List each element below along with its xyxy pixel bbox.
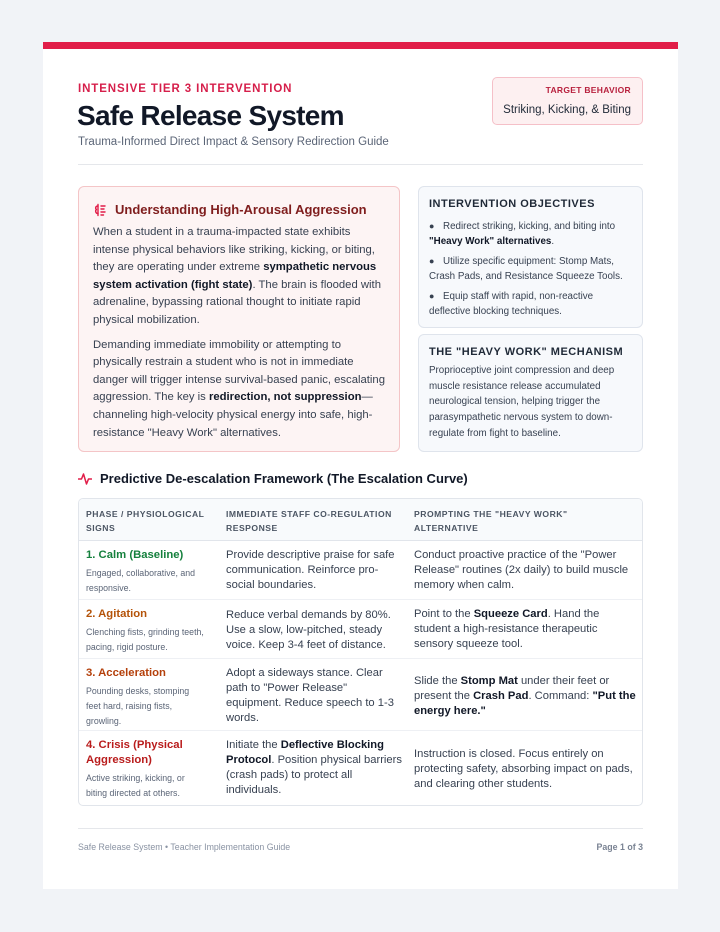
text-run: Instruction is closed. Focus entirely on protecting safety, absorbing impact on pads, and clearing other students. — [414, 748, 633, 790]
target-behavior-label: TARGET BEHAVIOR — [545, 85, 631, 95]
objective-item — [429, 289, 632, 319]
text-run: Utilize specific equipment: Stomp Mats, Crash Pads, and Resistance Squeeze Tools. — [429, 256, 623, 282]
text-run: . Command: — [528, 690, 593, 702]
prompt-cell — [414, 674, 636, 719]
text-run: . Hand the student a high-resistance therapeutic sensory squeeze tool. — [414, 608, 600, 650]
accent-top-bar — [43, 42, 678, 49]
page-subtitle: Trauma-Informed Direct Impact & Sensory Redirection Guide — [78, 136, 389, 148]
bold-run: "Heavy Work" alternatives — [429, 236, 552, 247]
text-run: Slide the — [414, 675, 461, 687]
target-behavior-badge — [492, 77, 643, 125]
table-row — [79, 541, 642, 600]
text-run: Point to the — [414, 608, 474, 620]
phase-cell — [86, 738, 206, 801]
eyebrow-label: INTENSIVE TIER 3 INTERVENTION — [78, 83, 293, 95]
text-run: . — [551, 236, 555, 247]
table-row — [79, 659, 642, 731]
objective-item — [429, 254, 632, 284]
bold-run: Deflective Blocking Protocol — [226, 739, 384, 766]
text-run: under their feet or present the — [414, 675, 610, 702]
text-run: Equip staff with rapid, non-reactive deflective blocking techniques. — [429, 291, 594, 317]
prompt-cell — [414, 607, 636, 652]
objectives-title: INTERVENTION OBJECTIVES — [429, 198, 595, 210]
aggression-paragraph-2 — [93, 337, 385, 443]
target-behavior-value: Striking, Kicking, & Biting — [503, 104, 631, 116]
bold-run: Crash Pad — [473, 690, 529, 702]
page-number: Page 1 of 3 — [596, 842, 643, 852]
table-row — [79, 731, 642, 805]
text-run: . The brain is flooded with adrenaline, bypassing rational thought to initiate rapid physical mobilization. — [93, 278, 381, 326]
phase-cell — [86, 666, 206, 729]
heavy-work-title: THE "HEAVY WORK" MECHANISM — [429, 346, 624, 358]
pulse-icon — [78, 472, 92, 486]
bold-run: sympathetic nervous system activation (fight state) — [93, 261, 377, 291]
bold-run: "Put the energy here." — [414, 690, 636, 717]
escalation-table — [78, 498, 643, 806]
text-run: Demanding immediate immobility or attempting to physically restrain a student who is not in immediate danger will trigger intense survival-based panic, escalating aggression. The key is — [93, 338, 385, 404]
aggression-heading — [93, 202, 385, 217]
response-cell — [226, 548, 402, 593]
objective-item — [429, 219, 632, 249]
aggression-title: Understanding High-Arousal Aggression — [115, 202, 367, 217]
footer-divider — [78, 828, 643, 829]
response-cell — [226, 608, 402, 653]
page-title: Safe Release System — [77, 100, 344, 131]
objectives-panel — [418, 186, 643, 328]
framework-heading — [78, 471, 468, 486]
phase-name: 4. Crisis (Physical Aggression) — [86, 739, 183, 766]
phase-signs: Engaged, collaborative, and responsive. — [86, 568, 196, 593]
bullet-icon: ● — [429, 256, 435, 266]
heavy-work-panel — [418, 334, 643, 452]
phase-cell — [86, 607, 206, 655]
bold-run: Stomp Mat — [460, 675, 518, 687]
text-run: Provide descriptive praise for safe communication. Reinforce pro-social boundaries. — [226, 549, 395, 591]
text-run: Redirect striking, kicking, and biting into — [443, 221, 616, 232]
phase-cell — [86, 548, 206, 596]
bold-run: redirection, not suppression — [208, 391, 362, 404]
table-row — [79, 600, 642, 659]
framework-title: Predictive De-escalation Framework (The Escalation Curve) — [100, 471, 468, 486]
text-run: . Position physical barriers (crash pads) to protect all individuals. — [226, 754, 402, 796]
column-header-phase: PHASE / PHYSIOLOGICAL SIGNS — [86, 509, 205, 533]
phase-name: 3. Acceleration — [86, 667, 166, 679]
aggression-paragraph-1 — [93, 224, 385, 330]
column-header-response: IMMEDIATE STAFF CO-REGULATION RESPONSE — [226, 509, 392, 533]
text-run: Conduct proactive practice of the "Power Release" routines (2x daily) to build muscle memory when calm. — [414, 549, 629, 591]
phase-signs: Active striking, kicking, or biting directed at others. — [86, 773, 185, 798]
response-cell — [226, 666, 402, 726]
response-cell — [226, 738, 402, 798]
document-page — [43, 42, 678, 889]
text-run: Initiate the — [226, 739, 281, 751]
phase-signs: Pounding desks, stomping feet hard, raising fists, growling. — [86, 686, 190, 726]
text-run: Adopt a sideways stance. Clear path to "Power Release" equipment. Reduce speech to 1-3 words. — [226, 667, 394, 724]
table-header — [79, 499, 642, 541]
phase-signs: Clenching fists, grinding teeth, pacing, rigid posture. — [86, 627, 204, 652]
bullet-icon: ● — [429, 221, 435, 231]
brain-icon — [93, 203, 107, 217]
bullet-icon: ● — [429, 291, 435, 301]
prompt-cell — [414, 548, 636, 593]
text-run: —channeling high-velocity physical energy into safe, high-resistance "Heavy Work" alternatives. — [93, 391, 373, 439]
column-header-prompt: PROMPTING THE "HEAVY WORK" ALTERNATIVE — [414, 509, 568, 533]
heavy-work-text: Proprioceptive joint compression and deep muscle resistance release accumulated neurological tension, helping trigger the parasympathetic nervous system to down-regulate from fight to baseline. — [429, 365, 615, 439]
bold-run: Squeeze Card — [473, 608, 548, 620]
text-run: Reduce verbal demands by 80%. Use a slow, low-pitched, steady voice. Keep 3-4 feet of distance. — [226, 609, 391, 651]
footer-left: Safe Release System • Teacher Implementation Guide — [78, 842, 291, 852]
phase-name: 1. Calm (Baseline) — [86, 549, 184, 561]
aggression-panel — [78, 186, 400, 452]
text-run: When a student in a trauma-impacted state exhibits intense physical behaviors like striking, kicking, or biting, they are operating under extreme — [93, 226, 375, 274]
header-divider — [78, 164, 643, 165]
phase-name: 2. Agitation — [86, 608, 148, 620]
prompt-cell — [414, 747, 636, 792]
objectives-list — [429, 219, 632, 319]
